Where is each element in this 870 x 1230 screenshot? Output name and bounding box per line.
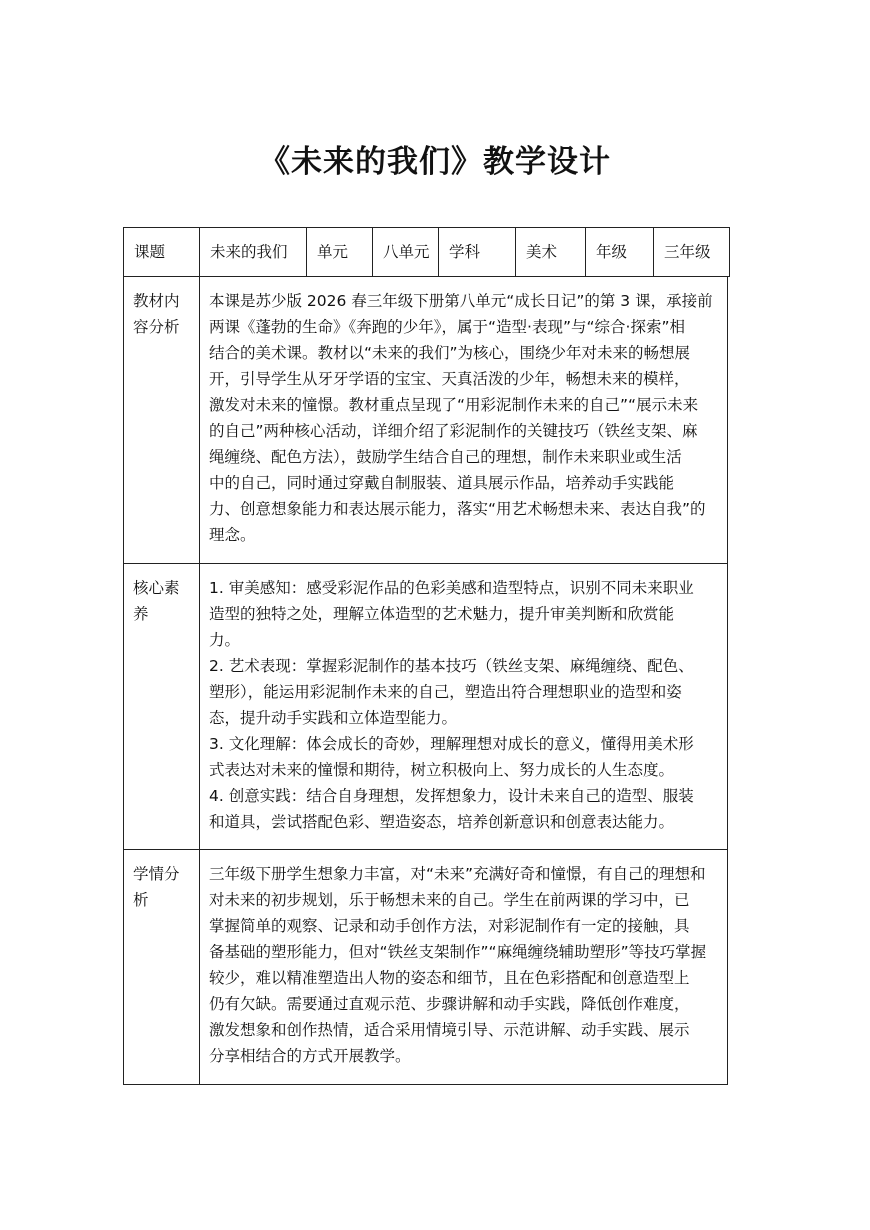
text-line: 的自己”两种核心活动，详细介绍了彩泥制作的关键技巧（铁丝支架、麻	[209, 422, 698, 440]
text-line: 激发想象和创作热情，适合采用情境引导、示范讲解、动手实践、展示	[209, 1021, 690, 1039]
lesson-plan-table	[123, 227, 730, 1085]
text-line: 仍有欠缺。需要通过直观示范、步骤讲解和动手实践，降低创作难度，	[209, 995, 690, 1013]
section-label	[124, 850, 200, 1084]
label-line: 养	[133, 605, 149, 623]
text-line: 力。	[209, 631, 241, 649]
text-line: 力、创意想象能力和表达展示能力，落实“用艺术畅想未来、表达自我”的	[209, 500, 706, 518]
text-line: 态，提升动手实践和立体造型能力。	[209, 709, 458, 727]
text-line: 和道具，尝试搭配色彩、塑造姿态，培养创新意识和创意表达能力。	[209, 813, 675, 831]
value-topic: 未来的我们	[200, 228, 307, 276]
text-line: 造型的独特之处，理解立体造型的艺术魅力，提升审美判断和欣赏能	[209, 605, 675, 623]
text-line: 备基础的塑形能力，但对“铁丝支架制作”“麻绳缠绕辅助塑形”等技巧掌握	[209, 943, 707, 961]
text-line: 塑形），能运用彩泥制作未来的自己，塑造出符合理想职业的造型和姿	[209, 683, 682, 701]
section-body	[200, 850, 727, 1069]
text-line: 理念。	[209, 526, 256, 544]
text-line: 3. 文化理解：体会成长的奇妙，理解理想对成长的意义，懂得用美术形	[209, 735, 694, 753]
text-line: 较少，难以精准塑造出人物的姿态和细节，且在色彩搭配和创意造型上	[209, 969, 690, 987]
text-line: 三年级下册学生想象力丰富，对“未来”充满好奇和憧憬，有自己的理想和	[209, 865, 706, 883]
label-line: 教材内	[133, 292, 180, 310]
text-line: 1. 审美感知：感受彩泥作品的色彩美感和造型特点，识别不同未来职业	[209, 579, 694, 597]
label-unit: 单元	[307, 228, 373, 276]
section-label	[124, 277, 200, 563]
document-title: 《未来的我们》教学设计	[259, 144, 611, 180]
label-topic: 课题	[124, 228, 200, 276]
value-grade: 三年级	[664, 243, 711, 261]
label-line: 学情分	[133, 865, 180, 883]
label-line: 容分析	[133, 318, 180, 336]
label-line: 析	[133, 891, 149, 909]
text-line: 分享相结合的方式开展教学。	[209, 1047, 411, 1065]
text-line: 开，引导学生从牙牙学语的宝宝、天真活泼的少年，畅想未来的模样，	[209, 370, 690, 388]
section-core-literacy	[123, 564, 728, 850]
text-line: 掌握简单的观察、记录和动手创作方法，对彩泥制作有一定的接触，具	[209, 917, 690, 935]
value-subject: 美术	[516, 228, 586, 276]
text-line: 本课是苏少版 2026 春三年级下册第八单元“成长日记”的第 3 课，承接前	[209, 292, 713, 310]
section-body	[200, 564, 727, 835]
value-unit: 八单元	[373, 228, 439, 276]
text-line: 两课《蓬勃的生命》《奔跑的少年》，属于“造型·表现”与“综合·探索”相	[209, 318, 685, 336]
text-line: 中的自己，同时通过穿戴自制服装、道具展示作品，培养动手实践能	[209, 474, 675, 492]
section-label	[124, 564, 200, 849]
label-grade: 年级	[586, 228, 654, 276]
section-learner-analysis	[123, 850, 728, 1085]
text-line: 2. 艺术表现：掌握彩泥制作的基本技巧（铁丝支架、麻绳缠绕、配色、	[209, 657, 694, 675]
text-line: 4. 创意实践：结合自身理想，发挥想象力，设计未来自己的造型、服装	[209, 787, 694, 805]
header-row	[123, 227, 730, 277]
label-subject: 学科	[439, 228, 516, 276]
text-line: 激发对未来的憧憬。教材重点呈现了“用彩泥制作未来的自己”“展示未来	[209, 396, 699, 414]
text-line: 对未来的初步规划，乐于畅想未来的自己。学生在前两课的学习中，已	[209, 891, 690, 909]
text-line: 结合的美术课。教材以“未来的我们”为核心，围绕少年对未来的畅想展	[209, 344, 691, 362]
text-line: 绳缠绕、配色方法），鼓励学生结合自己的理想，制作未来职业或生活	[209, 448, 682, 466]
section-textbook-analysis	[123, 277, 728, 564]
text-line: 式表达对未来的憧憬和期待，树立积极向上、努力成长的人生态度。	[209, 761, 675, 779]
section-body	[200, 277, 727, 548]
label-line: 核心素	[133, 579, 180, 597]
